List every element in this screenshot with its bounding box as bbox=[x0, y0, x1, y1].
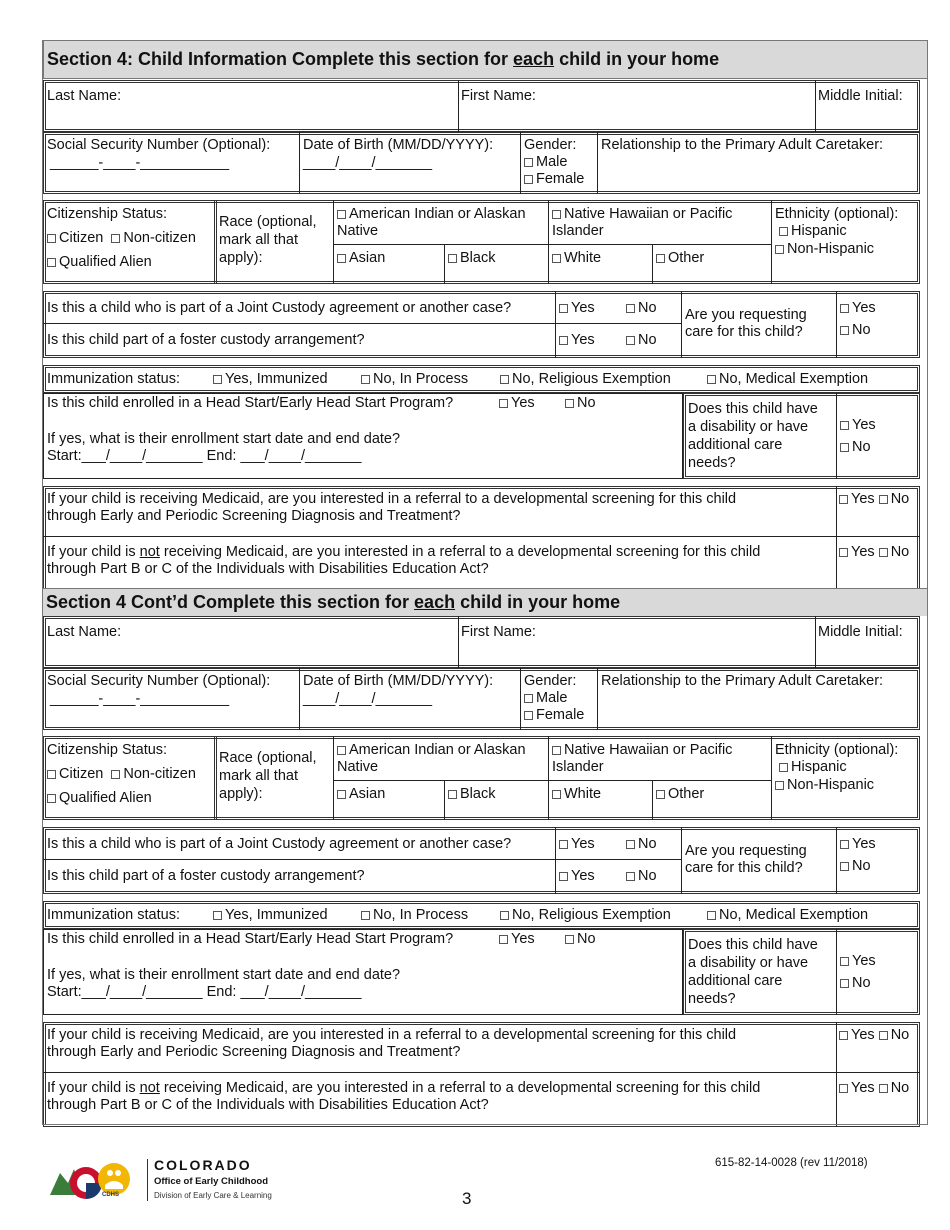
last-name-field[interactable]: Last Name: bbox=[47, 624, 122, 640]
medicaid-question-2: through Early and Periodic Screening Diagnosis and Treatment? bbox=[47, 508, 461, 524]
checkbox-icon[interactable] bbox=[656, 790, 665, 799]
medicaid-question-2: through Early and Periodic Screening Diagnosis and Treatment? bbox=[47, 1044, 461, 1060]
dob-label: Date of Birth (MM/DD/YYYY): bbox=[303, 137, 494, 153]
disability-yes-checkbox[interactable]: Yes bbox=[840, 417, 876, 434]
dob-input[interactable]: ____/____/_______ bbox=[303, 691, 433, 707]
colorado-mountain-logo-icon bbox=[48, 1155, 148, 1205]
immunization-religious-checkbox[interactable]: No, Religious Exemption bbox=[500, 907, 671, 924]
head-start-question: Is this child enrolled in a Head Start/Early Head Start Program? bbox=[47, 931, 454, 947]
requesting-care-label-2: care for this child? bbox=[685, 324, 803, 340]
immunization-religious-checkbox[interactable]: No, Religious Exemption bbox=[500, 371, 671, 388]
logo-state: COLORADO bbox=[154, 1157, 252, 1173]
race-asian-checkbox[interactable]: Asian bbox=[337, 250, 385, 267]
logo-badge-text: CDHS bbox=[102, 1192, 120, 1198]
checkbox-icon[interactable] bbox=[337, 254, 346, 263]
checkbox-icon[interactable] bbox=[552, 790, 561, 799]
checkbox-icon[interactable] bbox=[337, 746, 346, 755]
checkbox-icon[interactable] bbox=[337, 210, 346, 219]
checkbox-icon[interactable] bbox=[552, 746, 561, 755]
gender-female-checkbox[interactable]: Female bbox=[524, 171, 584, 188]
ethnicity-label: Ethnicity (optional): bbox=[775, 206, 899, 222]
gender-male-checkbox[interactable]: Male bbox=[524, 690, 567, 707]
foster-question: Is this child part of a foster custody arrangement? bbox=[47, 868, 365, 884]
head-start-question: Is this child enrolled in a Head Start/Early Head Start Program? bbox=[47, 395, 454, 411]
medicaid-yes-no-checkboxes[interactable]: Yes No bbox=[839, 491, 909, 508]
checkbox-icon[interactable] bbox=[552, 210, 561, 219]
checkbox-icon[interactable] bbox=[111, 770, 120, 779]
not-medicaid-question-2: through Part B or C of the Individuals with Disabilities Education Act? bbox=[47, 561, 489, 577]
disability-label-4: needs? bbox=[688, 991, 736, 1007]
checkbox-icon[interactable] bbox=[565, 935, 574, 944]
foster-no-checkbox[interactable]: No bbox=[626, 332, 657, 349]
race-label: Race (optional, bbox=[219, 750, 317, 766]
checkbox-icon[interactable] bbox=[559, 872, 568, 881]
checkbox-icon[interactable] bbox=[524, 175, 533, 184]
checkbox-icon[interactable] bbox=[111, 234, 120, 243]
foster-question: Is this child part of a foster custody arrangement? bbox=[47, 332, 365, 348]
checkbox-icon[interactable] bbox=[448, 254, 457, 263]
immunization-in-process-checkbox[interactable]: No, In Process bbox=[361, 371, 468, 388]
disability-label-2: a disability or have bbox=[688, 419, 809, 435]
checkbox-icon[interactable] bbox=[47, 770, 56, 779]
race-american-indian-label-2: Native bbox=[337, 223, 379, 239]
checkbox-icon[interactable] bbox=[552, 254, 561, 263]
race-black-checkbox[interactable]: Black bbox=[448, 250, 495, 267]
head-start-yes-checkbox[interactable]: Yes bbox=[499, 395, 535, 412]
middle-initial-field[interactable]: Middle Initial: bbox=[818, 88, 903, 104]
disability-no-checkbox[interactable]: No bbox=[840, 439, 871, 456]
medicaid-yes-no-checkboxes[interactable]: Yes No bbox=[839, 1027, 909, 1044]
foster-yes-checkbox[interactable]: Yes bbox=[559, 868, 595, 885]
race-label-3: apply): bbox=[219, 250, 263, 266]
ethnicity-non-hispanic-checkbox[interactable]: Non-Hispanic bbox=[775, 241, 874, 258]
immunization-medical-checkbox[interactable]: No, Medical Exemption bbox=[707, 371, 868, 388]
checkbox-icon[interactable] bbox=[499, 399, 508, 408]
disability-label: Does this child have bbox=[688, 401, 818, 417]
ssn-input[interactable]: ______-____-___________ bbox=[50, 691, 230, 707]
checkbox-icon[interactable] bbox=[626, 872, 635, 881]
requesting-care-label: Are you requesting bbox=[685, 843, 807, 859]
citizenship-label: Citizenship Status: bbox=[47, 206, 168, 222]
requesting-care-label: Are you requesting bbox=[685, 307, 807, 323]
checkbox-icon[interactable] bbox=[337, 790, 346, 799]
checkbox-icon[interactable] bbox=[707, 375, 716, 384]
disability-label-3: additional care bbox=[688, 973, 783, 989]
qualified-alien-checkbox[interactable]: Qualified Alien bbox=[47, 254, 152, 271]
race-american-indian-label-2: Native bbox=[337, 759, 379, 775]
relationship-field[interactable]: Relationship to the Primary Adult Caretaker: bbox=[601, 137, 884, 153]
checkbox-icon[interactable] bbox=[840, 443, 849, 452]
race-native-hawaiian-checkbox[interactable]: Native Hawaiian or Pacific bbox=[552, 206, 732, 223]
enroll-dates-input[interactable]: Start:___/____/_______ End: ___/____/_______ bbox=[47, 448, 362, 464]
joint-custody-no-checkbox[interactable]: No bbox=[626, 300, 657, 317]
race-label-2: mark all that bbox=[219, 768, 298, 784]
checkbox-icon[interactable] bbox=[840, 304, 849, 313]
checkbox-icon[interactable] bbox=[879, 548, 888, 557]
requesting-care-no-checkbox[interactable]: No bbox=[840, 322, 871, 339]
checkbox-icon[interactable] bbox=[840, 840, 849, 849]
head-start-yes-checkbox[interactable]: Yes bbox=[499, 931, 535, 948]
checkbox-icon[interactable] bbox=[361, 375, 370, 384]
citizenship-options: Citizen Non-citizen bbox=[47, 766, 196, 783]
immunization-label: Immunization status: bbox=[47, 907, 180, 923]
page-number: 3 bbox=[462, 1189, 472, 1208]
disability-label-4: needs? bbox=[688, 455, 736, 471]
checkbox-icon[interactable] bbox=[840, 957, 849, 966]
requesting-care-yes-checkbox[interactable]: Yes bbox=[840, 836, 876, 853]
joint-custody-yes-checkbox[interactable]: Yes bbox=[559, 836, 595, 853]
checkbox-icon[interactable] bbox=[779, 763, 788, 772]
race-native-hawaiian-label-2: Islander bbox=[552, 223, 604, 239]
checkbox-icon[interactable] bbox=[559, 304, 568, 313]
race-american-indian-checkbox[interactable]: American Indian or Alaskan bbox=[337, 206, 526, 223]
not-medicaid-question: If your child is not receiving Medicaid, are you interested in a referral to a developmental screening for this child bbox=[47, 1080, 761, 1096]
section-header: Section 4: Child Information Complete this section for each child in your home bbox=[43, 40, 928, 79]
ethnicity-label: Ethnicity (optional): bbox=[775, 742, 899, 758]
checkbox-icon[interactable] bbox=[879, 495, 888, 504]
not-medicaid-yes-no-checkboxes[interactable]: Yes No bbox=[839, 1080, 909, 1097]
immunization-in-process-checkbox[interactable]: No, In Process bbox=[361, 907, 468, 924]
checkbox-icon[interactable] bbox=[626, 840, 635, 849]
section-header-continued: Section 4 Cont’d Complete this section for each child in your home bbox=[43, 588, 928, 616]
race-white-checkbox[interactable]: White bbox=[552, 250, 601, 267]
race-other-checkbox[interactable]: Other bbox=[656, 786, 704, 803]
checkbox-icon[interactable] bbox=[840, 979, 849, 988]
checkbox-icon[interactable] bbox=[213, 375, 222, 384]
requesting-care-label-2: care for this child? bbox=[685, 860, 803, 876]
race-asian-checkbox[interactable]: Asian bbox=[337, 786, 385, 803]
race-white-checkbox[interactable]: White bbox=[552, 786, 601, 803]
immunization-yes-checkbox[interactable]: Yes, Immunized bbox=[213, 371, 328, 388]
race-other-checkbox[interactable]: Other bbox=[656, 250, 704, 267]
requesting-care-yes-checkbox[interactable]: Yes bbox=[840, 300, 876, 317]
ethnicity-hispanic-checkbox[interactable]: Hispanic bbox=[775, 759, 847, 776]
checkbox-icon[interactable] bbox=[448, 790, 457, 799]
form-number: 615-82-14-0028 (rev 11/2018) bbox=[715, 1157, 868, 1169]
race-native-hawaiian-checkbox[interactable]: Native Hawaiian or Pacific bbox=[552, 742, 732, 759]
joint-custody-no-checkbox[interactable]: No bbox=[626, 836, 657, 853]
checkbox-icon[interactable] bbox=[524, 711, 533, 720]
checkbox-icon[interactable] bbox=[775, 245, 784, 254]
gender-male-checkbox[interactable]: Male bbox=[524, 154, 567, 171]
race-american-indian-checkbox[interactable]: American Indian or Alaskan bbox=[337, 742, 526, 759]
checkbox-icon[interactable] bbox=[565, 399, 574, 408]
checkbox-icon[interactable] bbox=[839, 1084, 848, 1093]
checkbox-icon[interactable] bbox=[524, 158, 533, 167]
race-black-checkbox[interactable]: Black bbox=[448, 786, 495, 803]
requesting-care-no-checkbox[interactable]: No bbox=[840, 858, 871, 875]
joint-custody-yes-checkbox[interactable]: Yes bbox=[559, 300, 595, 317]
colorado-oec-logo bbox=[48, 1155, 298, 1205]
foster-yes-checkbox[interactable]: Yes bbox=[559, 332, 595, 349]
enroll-dates-question: If yes, what is their enrollment start date and end date? bbox=[47, 431, 401, 447]
citizenship-label: Citizenship Status: bbox=[47, 742, 168, 758]
qualified-alien-checkbox[interactable]: Qualified Alien bbox=[47, 790, 152, 807]
first-name-field[interactable]: First Name: bbox=[461, 624, 536, 640]
enroll-dates-input[interactable]: Start:___/____/_______ End: ___/____/_______ bbox=[47, 984, 362, 1000]
disability-no-checkbox[interactable]: No bbox=[840, 975, 871, 992]
first-name-field[interactable]: First Name: bbox=[461, 88, 536, 104]
dob-input[interactable]: ____/____/_______ bbox=[303, 155, 433, 171]
checkbox-icon[interactable] bbox=[839, 495, 848, 504]
ssn-input[interactable]: ______-____-___________ bbox=[50, 155, 230, 171]
checkbox-icon[interactable] bbox=[840, 421, 849, 430]
ssn-label: Social Security Number (Optional): bbox=[47, 673, 271, 689]
medicaid-question: If your child is receiving Medicaid, are you interested in a referral to a developmental screening for this child bbox=[47, 491, 737, 507]
logo-division: Division of Early Care & Learning bbox=[154, 1191, 272, 1200]
checkbox-icon[interactable] bbox=[361, 911, 370, 920]
checkbox-icon[interactable] bbox=[839, 548, 848, 557]
checkbox-icon[interactable] bbox=[559, 336, 568, 345]
checkbox-icon[interactable] bbox=[47, 794, 56, 803]
ssn-label: Social Security Number (Optional): bbox=[47, 137, 271, 153]
citizenship-options: Citizen Non-citizen bbox=[47, 230, 196, 247]
checkbox-icon[interactable] bbox=[839, 1031, 848, 1040]
joint-custody-question: Is this a child who is part of a Joint Custody agreement or another case? bbox=[47, 836, 512, 852]
checkbox-icon[interactable] bbox=[840, 862, 849, 871]
disability-label-3: additional care bbox=[688, 437, 783, 453]
checkbox-icon[interactable] bbox=[840, 326, 849, 335]
disability-label-2: a disability or have bbox=[688, 955, 809, 971]
immunization-yes-checkbox[interactable]: Yes, Immunized bbox=[213, 907, 328, 924]
not-medicaid-question-2: through Part B or C of the Individuals with Disabilities Education Act? bbox=[47, 1097, 489, 1113]
disability-label: Does this child have bbox=[688, 937, 818, 953]
race-label-3: apply): bbox=[219, 786, 263, 802]
dob-label: Date of Birth (MM/DD/YYYY): bbox=[303, 673, 494, 689]
gender-female-checkbox[interactable]: Female bbox=[524, 707, 584, 724]
head-start-no-checkbox[interactable]: No bbox=[565, 931, 596, 948]
gender-label: Gender: bbox=[524, 673, 577, 689]
immunization-medical-checkbox[interactable]: No, Medical Exemption bbox=[707, 907, 868, 924]
race-native-hawaiian-label-2: Islander bbox=[552, 759, 604, 775]
checkbox-icon[interactable] bbox=[707, 911, 716, 920]
checkbox-icon[interactable] bbox=[213, 911, 222, 920]
not-medicaid-yes-no-checkboxes[interactable]: Yes No bbox=[839, 544, 909, 561]
not-medicaid-question: If your child is not receiving Medicaid, are you interested in a referral to a developmental screening for this child bbox=[47, 544, 761, 560]
medicaid-question: If your child is receiving Medicaid, are you interested in a referral to a developmental screening for this child bbox=[47, 1027, 737, 1043]
ethnicity-hispanic-checkbox[interactable]: Hispanic bbox=[775, 223, 847, 240]
checkbox-icon[interactable] bbox=[775, 781, 784, 790]
checkbox-icon[interactable] bbox=[779, 227, 788, 236]
checkbox-icon[interactable] bbox=[626, 336, 635, 345]
checkbox-icon[interactable] bbox=[559, 840, 568, 849]
checkbox-icon[interactable] bbox=[879, 1084, 888, 1093]
foster-no-checkbox[interactable]: No bbox=[626, 868, 657, 885]
ethnicity-non-hispanic-checkbox[interactable]: Non-Hispanic bbox=[775, 777, 874, 794]
checkbox-icon[interactable] bbox=[656, 254, 665, 263]
checkbox-icon[interactable] bbox=[499, 935, 508, 944]
immunization-label: Immunization status: bbox=[47, 371, 180, 387]
disability-yes-checkbox[interactable]: Yes bbox=[840, 953, 876, 970]
joint-custody-question: Is this a child who is part of a Joint Custody agreement or another case? bbox=[47, 300, 512, 316]
head-start-no-checkbox[interactable]: No bbox=[565, 395, 596, 412]
checkbox-icon[interactable] bbox=[500, 375, 509, 384]
middle-initial-field[interactable]: Middle Initial: bbox=[818, 624, 903, 640]
checkbox-icon[interactable] bbox=[626, 304, 635, 313]
logo-office: Office of Early Childhood bbox=[154, 1176, 269, 1187]
checkbox-icon[interactable] bbox=[500, 911, 509, 920]
gender-label: Gender: bbox=[524, 137, 577, 153]
race-label: Race (optional, bbox=[219, 214, 317, 230]
last-name-field[interactable]: Last Name: bbox=[47, 88, 122, 104]
checkbox-icon[interactable] bbox=[47, 234, 56, 243]
enroll-dates-question: If yes, what is their enrollment start date and end date? bbox=[47, 967, 401, 983]
checkbox-icon[interactable] bbox=[47, 258, 56, 267]
race-label-2: mark all that bbox=[219, 232, 298, 248]
checkbox-icon[interactable] bbox=[879, 1031, 888, 1040]
relationship-field[interactable]: Relationship to the Primary Adult Caretaker: bbox=[601, 673, 884, 689]
checkbox-icon[interactable] bbox=[524, 694, 533, 703]
